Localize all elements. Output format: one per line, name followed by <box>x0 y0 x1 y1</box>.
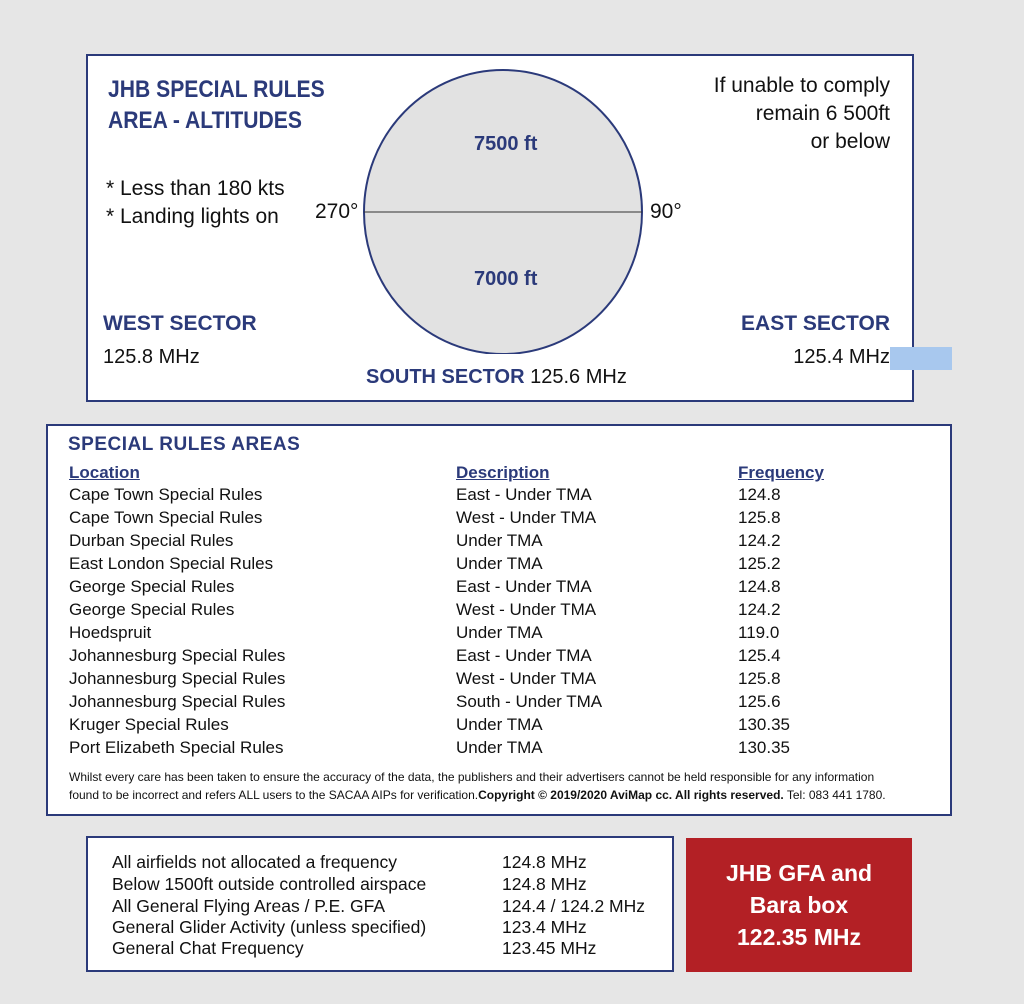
row-description: Under TMA <box>456 531 543 550</box>
table-row <box>48 531 950 554</box>
row-frequency: 130.35 <box>738 738 790 757</box>
altitude-circle <box>363 56 643 354</box>
disclaimer-verification: found to be incorrect and refers ALL users to the SACAA AIPs for verification. <box>69 788 479 802</box>
freq-value: 124.8 MHz <box>502 852 587 872</box>
west-sector-label: WEST SECTOR <box>103 312 257 335</box>
lights-note: * Landing lights on <box>106 205 279 228</box>
row-location: George Special Rules <box>69 577 235 596</box>
table-row <box>48 669 950 692</box>
table-row <box>48 577 950 600</box>
lower-altitude: 7000 ft <box>474 268 538 290</box>
row-frequency: 124.8 <box>738 485 781 504</box>
speed-note: * Less than 180 kts <box>106 177 285 200</box>
list-item <box>88 938 672 960</box>
row-location: East London Special Rules <box>69 554 274 573</box>
row-description: East - Under TMA <box>456 485 592 504</box>
table-row <box>48 508 950 531</box>
row-description: Under TMA <box>456 715 543 734</box>
row-description: West - Under TMA <box>456 508 597 527</box>
upper-altitude: 7500 ft <box>474 133 538 155</box>
row-location: Durban Special Rules <box>69 531 234 550</box>
row-location: Cape Town Special Rules <box>69 485 263 504</box>
south-sector <box>366 366 627 389</box>
south-sector-label: SOUTH SECTOR <box>366 366 525 388</box>
freq-label: Below 1500ft outside controlled airspace <box>112 874 427 894</box>
row-description: East - Under TMA <box>456 646 592 665</box>
altitudes-title-line2: AREA - ALTITUDES <box>108 107 302 134</box>
row-location: Johannesburg Special Rules <box>69 669 286 688</box>
table-row <box>48 646 950 669</box>
comply-line2: remain 6 500ft <box>755 102 890 125</box>
east-sector-label: EAST SECTOR <box>741 312 890 335</box>
freq-label: General Glider Activity (unless specified) <box>112 917 427 937</box>
row-frequency: 124.8 <box>738 577 781 596</box>
gfa-frequency: 122.35 MHz <box>736 924 861 950</box>
altitudes-panel <box>86 54 914 402</box>
table-row <box>48 485 950 508</box>
row-location: Kruger Special Rules <box>69 715 229 734</box>
heading-90: 90° <box>650 200 682 223</box>
row-description: West - Under TMA <box>456 600 597 619</box>
row-location: Hoedspruit <box>69 623 152 642</box>
freq-label: All General Flying Areas / P.E. GFA <box>112 896 385 916</box>
table-row <box>48 738 950 761</box>
row-location: Johannesburg Special Rules <box>69 692 286 711</box>
row-frequency: 125.4 <box>738 646 781 665</box>
row-frequency: 125.6 <box>738 692 781 711</box>
south-sector-freq: 125.6 MHz <box>530 366 627 388</box>
gfa-frequency-box <box>686 838 912 972</box>
header-location: Location <box>69 463 140 482</box>
table-row <box>48 692 950 715</box>
table-row <box>48 600 950 623</box>
list-item <box>88 874 672 896</box>
row-frequency: 124.2 <box>738 531 781 550</box>
gfa-line2: Bara box <box>749 892 849 918</box>
row-description: Under TMA <box>456 623 543 642</box>
freq-value: 123.4 MHz <box>502 917 587 937</box>
gfa-line1: JHB GFA and <box>725 860 873 886</box>
comply-line1: If unable to comply <box>713 74 890 97</box>
general-frequencies-panel <box>86 836 674 972</box>
altitudes-title-line1: JHB SPECIAL RULES <box>108 76 325 103</box>
row-frequency: 119.0 <box>738 623 780 642</box>
selection-highlight <box>890 347 952 370</box>
freq-value: 124.8 MHz <box>502 874 587 894</box>
row-location: Port Elizabeth Special Rules <box>69 738 284 757</box>
special-rules-panel <box>46 424 952 816</box>
row-location: Cape Town Special Rules <box>69 508 263 527</box>
freq-value: 123.45 MHz <box>502 938 597 958</box>
row-frequency: 125.8 <box>738 669 781 688</box>
list-item <box>88 896 672 918</box>
contact-phone: Tel: 083 441 1780. <box>783 788 886 802</box>
disclaimer-line1: Whilst every care has been taken to ensure the accuracy of the data, the publishers and their advertisers cannot be held responsible for any information <box>69 770 875 784</box>
header-description: Description <box>456 463 550 482</box>
disclaimer <box>69 768 939 804</box>
row-description: Under TMA <box>456 554 543 573</box>
east-sector-freq: 125.4 MHz <box>793 346 890 368</box>
special-rules-title: SPECIAL RULES AREAS <box>68 434 301 455</box>
disclaimer-line2 <box>69 786 939 804</box>
row-frequency: 125.8 <box>738 508 781 527</box>
row-description: South - Under TMA <box>456 692 603 711</box>
row-description: East - Under TMA <box>456 577 592 596</box>
table-row <box>48 623 950 646</box>
list-item <box>88 852 672 874</box>
list-item <box>88 917 672 939</box>
comply-line3: or below <box>810 130 890 153</box>
freq-value: 124.4 / 124.2 MHz <box>502 896 645 916</box>
copyright-notice: Copyright © 2019/2020 AviMap cc. All rights reserved. <box>478 788 784 802</box>
table-row <box>48 715 950 738</box>
row-frequency: 124.2 <box>738 600 781 619</box>
header-frequency: Frequency <box>738 463 824 482</box>
west-sector-freq: 125.8 MHz <box>103 346 200 368</box>
row-description: Under TMA <box>456 738 543 757</box>
row-location: Johannesburg Special Rules <box>69 646 286 665</box>
freq-label: All airfields not allocated a frequency <box>112 852 398 872</box>
freq-label: General Chat Frequency <box>112 938 304 958</box>
row-frequency: 125.2 <box>738 554 781 573</box>
row-location: George Special Rules <box>69 600 235 619</box>
row-frequency: 130.35 <box>738 715 790 734</box>
row-description: West - Under TMA <box>456 669 597 688</box>
heading-270: 270° <box>315 200 359 223</box>
table-row <box>48 554 950 577</box>
